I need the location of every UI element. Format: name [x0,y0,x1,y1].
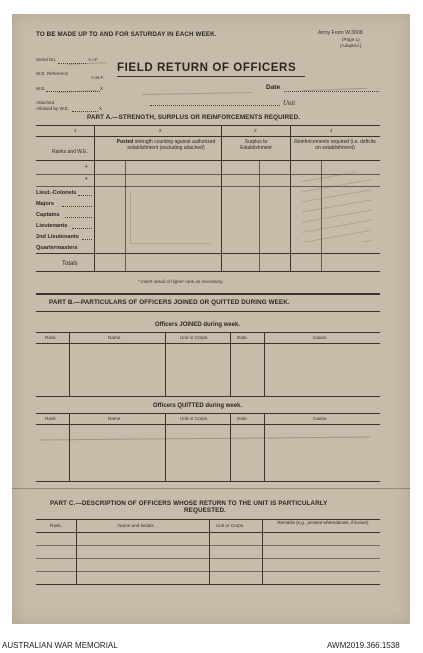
joined-vline [230,332,231,396]
quitted-header-top [36,413,380,414]
top-banner: TO BE MADE UP TO AND FOR SATURDAY IN EACH WEEK. [36,31,217,38]
row-rule [36,253,380,254]
joined-col-name: Name [108,335,121,340]
joined-title-pre: Officers [155,322,178,328]
rank-label: Majors [36,201,55,207]
rank-label: Lieutenants [36,223,68,229]
quitted-vline [230,413,231,481]
star-row-marker: * [85,177,88,184]
joined-vline [69,332,70,396]
footer-bar [0,640,423,653]
quitted-title-post: during week. [205,403,243,409]
rank-leader [78,195,92,196]
col-number-rule [36,136,380,137]
part-c-col-rank: Rank. [50,523,63,528]
col2-header-text: strength counting against authorized establishment (excluding attached) [127,139,216,151]
form-sheet [12,14,410,624]
col-header-rule [36,160,380,161]
star-row-marker: * [85,165,88,172]
part-a-subcol-vline [259,160,260,271]
joined-col-rank: Rank. [45,335,58,340]
pencil-mark [40,431,370,441]
part-b-heading: PART B.—PARTICULARS OF OFFICERS JOINED OR QUITTED DURING WEEK. [49,299,290,306]
pencil-mark [302,83,367,91]
we-label: W.E. [36,86,46,91]
part-a-subcol-vline [125,160,126,271]
allowed-line [72,111,98,112]
joined-title-bold: JOINED [179,322,202,328]
col2-header-bold: Posted [116,139,134,145]
joined-header-bottom [36,343,380,344]
quitted-col-unit: Unit or Corps. [180,416,209,421]
part-a-vline [290,125,291,271]
aif-label: A.I.F. [88,57,99,62]
rank-label: Lieut.-Colonels [36,190,77,196]
fold-line [12,488,410,489]
form-number: Army Form W.3008 [318,30,363,36]
pencil-mark [67,57,107,64]
unit-label: Unit [283,100,296,107]
part-c-col-name: Name and Initials. [118,523,155,528]
rank-leader [62,206,92,207]
date-line [284,91,379,92]
col-number-3: 3 [254,128,257,133]
part-c-vline [209,519,210,584]
quitted-title-bold: QUITTED [177,403,204,409]
title-underline [117,76,305,77]
allowed-x: X [99,106,103,111]
part-a-footnote: * Insert detail of higher rank as necessary. [138,279,224,284]
col3-header: Surplus to Establishment [240,139,272,151]
form-page: (Page 1) [342,37,360,42]
part-c-heading-line1: PART C.—DESCRIPTION OF OFFICERS WHOSE RETURN TO THE UNIT IS PARTICULARLY [50,500,328,507]
part-c-header-bottom [36,532,380,533]
rank-leader [65,217,92,218]
quitted-header-bottom [36,424,380,425]
quitted-title-pre: Officers [153,403,176,409]
amf-label: A.M.F. [91,75,105,80]
we-x: X [100,86,104,91]
rank-leader [82,239,92,240]
part-c-heading-line2: REQUESTED. [184,507,226,514]
quitted-vline [69,413,70,481]
quitted-col-name: Name [108,416,121,421]
unit-line [150,105,280,106]
quitted-bottom-rule [36,481,380,482]
quitted-col-rank: Rank. [45,416,58,421]
joined-title-post: during week. [203,322,241,328]
quitted-vline [165,413,166,481]
footer-accession-number: AWM2019.366.1538 [327,641,400,650]
part-c-vline [76,519,77,584]
part-a-vline [94,125,95,271]
quitted-title [153,403,242,409]
joined-col-unit: Unit or Corps. [180,335,209,340]
part-b-double-rule [36,293,380,295]
part-a-vline [221,125,222,271]
rank-label: Quartermasters [36,245,78,251]
part-a-top-rule [36,125,380,126]
part-c-row-rule [36,558,380,559]
form-title: FIELD RETURN OF OFFICERS [117,62,297,74]
joined-title [155,322,240,328]
col-number-4: 4 [330,128,333,133]
part-c-col-unit: Unit or Corps. [216,523,245,528]
quitted-vline [264,413,265,481]
joined-col-cause: Cause. [313,335,328,340]
rank-label: 2nd Lieutenants [36,234,79,240]
col2-header [116,140,216,152]
joined-bottom-rule [36,396,380,397]
part-c-row-rule [36,545,380,546]
pencil-mark [142,86,252,95]
we-reference-label: W.E. Reference [36,71,69,76]
footer-institution: AUSTRALIAN WAR MEMORIAL [2,641,118,650]
part-a-heading: PART A.—STRENGTH, SURPLUS OR REINFORCEMENTS REQUIRED. [87,114,301,121]
joined-vline [165,332,166,396]
part-c-col-remarks: Remarks (e.g., present whereabouts, if known) [277,520,369,525]
serial-label: Serial No. [36,57,57,62]
col-number-2: 2 [159,128,162,133]
col-number-1: 1 [74,128,77,133]
col1-header: Ranks and W.E. [52,149,88,155]
part-c-row-rule [36,571,380,572]
allowed-label: Allowed by W.E. [36,106,70,111]
rank-label: Captains [36,212,60,218]
date-label: Date [266,84,281,91]
pencil-mark [130,193,211,244]
rank-leader [72,228,92,229]
joined-col-date: Date. [237,335,248,340]
totals-bottom-rule [36,271,380,272]
totals-label: Totals [62,261,78,267]
quitted-col-cause: Cause. [313,416,328,421]
joined-header-top [36,332,380,333]
part-c-bottom-rule [36,584,380,585]
pencil-mark [302,172,372,242]
form-adapted: (Adapted.) [340,43,362,48]
col4-header: Reinforcements required (i.e. deficits on establishment) [294,139,376,151]
quitted-col-date: Date. [237,416,248,421]
part-c-vline [262,519,263,584]
part-b-rule [36,311,380,312]
attached-label: Attached [36,100,55,105]
joined-vline [264,332,265,396]
